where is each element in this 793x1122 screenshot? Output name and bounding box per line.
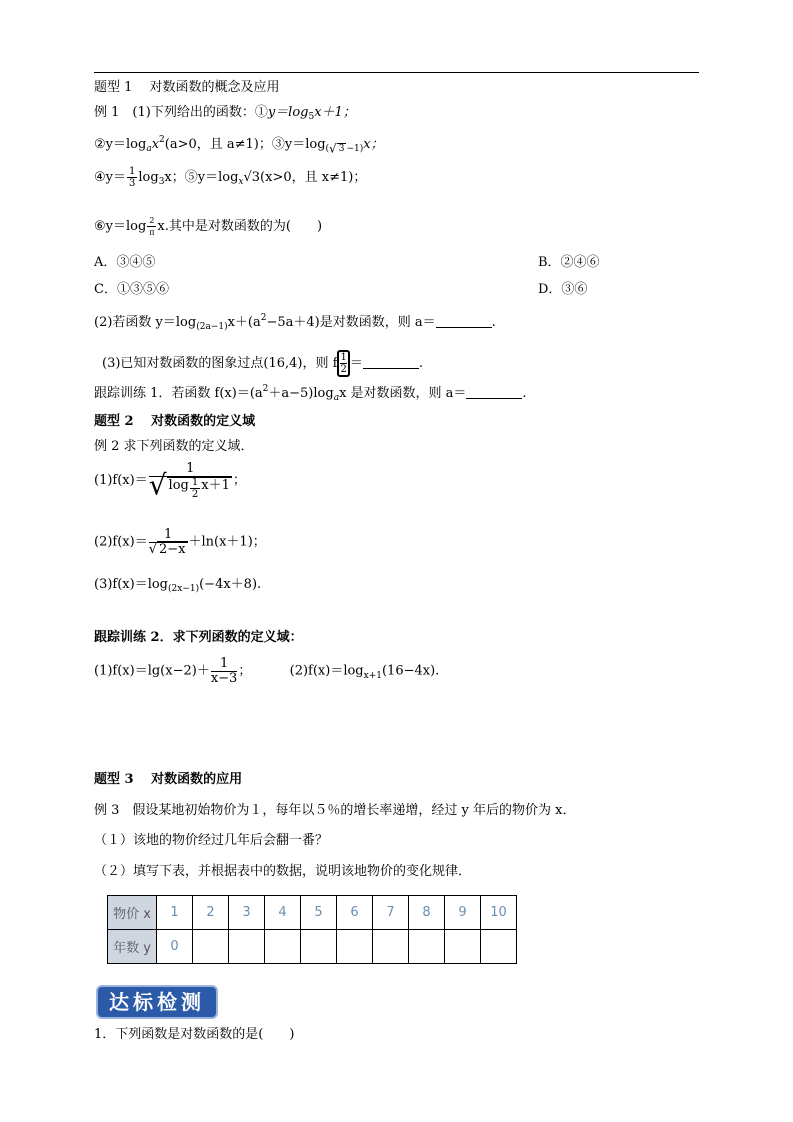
table-cell[interactable]: [373, 930, 409, 964]
example2-intro: 例 2 求下列函数的定义域．: [94, 439, 254, 454]
track2: 跟踪训练 2．求下列函数的定义域：: [94, 630, 303, 645]
table-cell: 7: [373, 896, 409, 930]
example1-q2: (2)若函数 $y=\log_{(2a-1)}x+(a^2-5a+4)$是对数函数，则 a＝ .: [94, 313, 496, 332]
table-cell[interactable]: [301, 930, 337, 964]
table-cell: 10: [481, 896, 517, 930]
example1-line4: ⑥y＝log $\frac{2}{\pi}$ x.其中是对数函数的为( ): [94, 216, 323, 237]
table-header-price: 物价 x: [108, 896, 157, 930]
table-cell[interactable]: [193, 930, 229, 964]
table-cell[interactable]: [265, 930, 301, 964]
table-cell[interactable]: [229, 930, 265, 964]
example2-p2: (2)f(x)＝ $\frac{1}{√ 2-x}$ ＋ln(x＋1)；: [94, 527, 266, 557]
table-cell: 2: [193, 896, 229, 930]
example3-q1: （１）该地的物价经过几年后会翻一番？: [94, 833, 329, 848]
table-cell: 1: [157, 896, 193, 930]
table-cell: 3: [229, 896, 265, 930]
example3-q2: （２）填写下表，并根据表中的数据，说明该地物价的变化规律．: [94, 864, 472, 879]
table-cell[interactable]: [445, 930, 481, 964]
option-c[interactable]: C．①③⑤⑥: [94, 282, 169, 297]
example2-p3: $(3)f(x)=\log_{(2x-1)}(-4x+8)$.: [94, 577, 262, 594]
answer-blank[interactable]: [466, 386, 522, 399]
example1-line1: 例 1 (1)下列给出的函数：$①y=\log_5x+1$；: [94, 105, 356, 122]
example1-q3: (3)已知对数函数的图象过点(16,4)，则 f $\frac{1}{2}$ ＝ .: [102, 352, 423, 375]
track2-items: (1)f(x)＝lg(x−2)＋ $\frac{1}{x-3}$ ； $(2)f(x)=\log_{x+1}(16-4x)$.: [94, 656, 440, 686]
section3-title: 题型 3 对数函数的应用: [94, 772, 243, 787]
table-row: [108, 930, 517, 964]
example1-line2: $②y=\log_ax^2(a>0$，且 a≠1)；$③y=\log_{(√ 3 -1)}x$；: [94, 135, 384, 156]
top-rule: [94, 72, 699, 73]
answer-blank[interactable]: [363, 356, 419, 369]
table-cell[interactable]: [481, 930, 517, 964]
table-cell[interactable]: [337, 930, 373, 964]
table-row: [108, 896, 517, 930]
table-cell: 8: [409, 896, 445, 930]
track1: 跟踪训练 1．若函数 $f(x)=(a^2+a-5)\log_ax$ 是对数函数，则 a＝ .: [94, 384, 527, 403]
table-cell: 6: [337, 896, 373, 930]
example1-line3: ④y＝ $\frac{1}{3}$ $\log_3x$；$⑤y=\log_x√3(x>0$，且 x≠1)；: [94, 166, 367, 189]
table-cell[interactable]: [409, 930, 445, 964]
example3-text: 例 3 假设某地初始物价为１，每年以５％的增长率递增，经过 y 年后的物价为 x．: [94, 803, 576, 818]
table-cell: 4: [265, 896, 301, 930]
price-year-table: [107, 895, 517, 964]
option-b[interactable]: B．②④⑥: [538, 255, 600, 270]
section1-title: 题型 1 对数函数的概念及应用: [94, 80, 280, 95]
section4-badge: 达标检测: [96, 985, 218, 1019]
option-d[interactable]: D．③⑥: [538, 282, 588, 297]
table-cell: 9: [445, 896, 481, 930]
table-header-year: 年数 y: [108, 930, 157, 964]
option-a[interactable]: A．③④⑤: [94, 255, 156, 270]
section2-title: 题型 2 对数函数的定义域: [94, 414, 256, 429]
table-cell[interactable]: 0: [157, 930, 193, 964]
table-cell: 5: [301, 896, 337, 930]
example2-p1: (1)f(x)＝ 1 √ log $\frac{1}{2}$ x＋1 ；: [94, 461, 246, 502]
answer-blank[interactable]: [436, 315, 492, 328]
section4-q1: 1．下列函数是对数函数的是( ): [94, 1027, 295, 1042]
